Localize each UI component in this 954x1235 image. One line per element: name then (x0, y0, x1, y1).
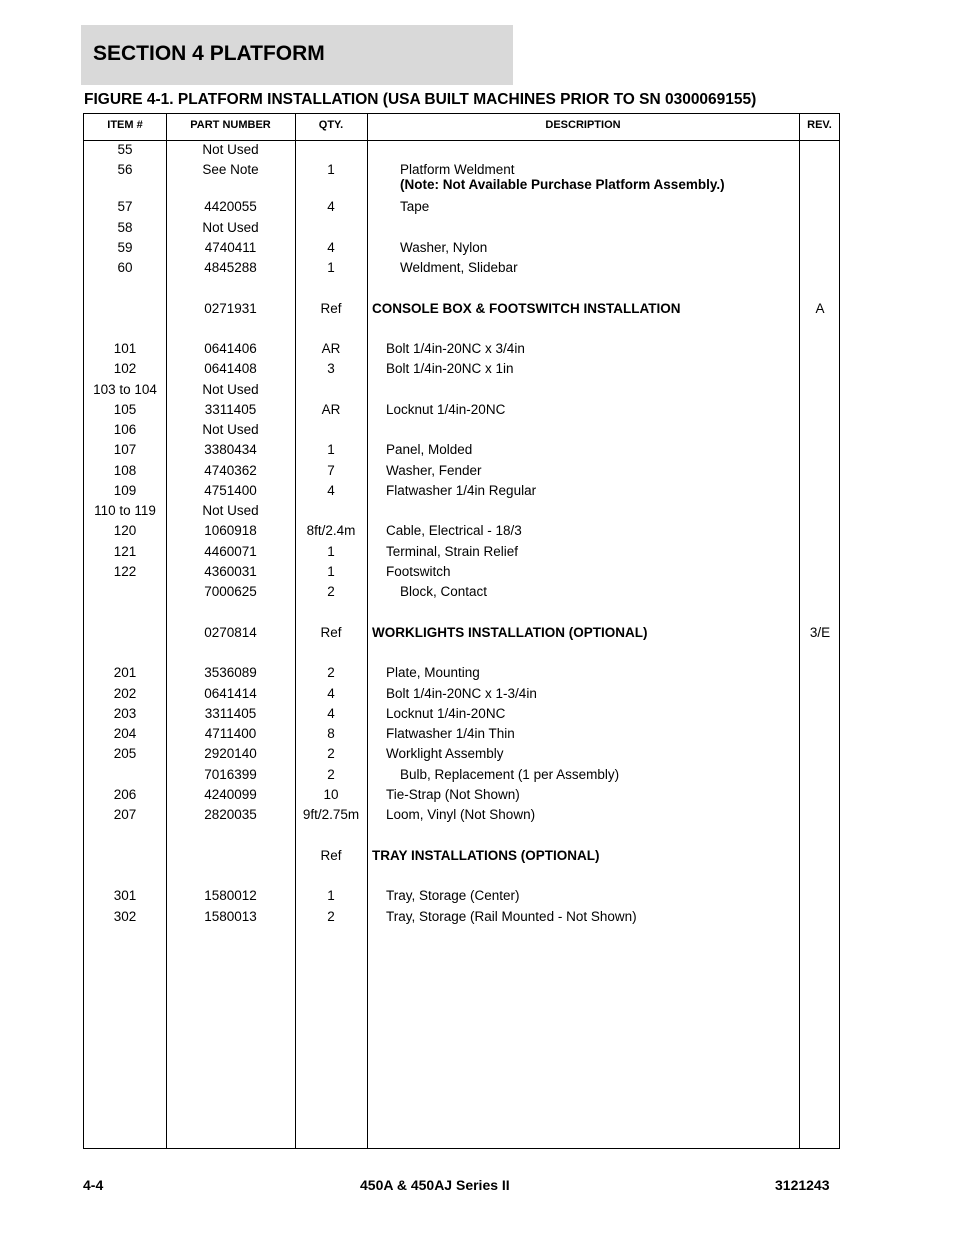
description: Worklight Assembly (386, 746, 504, 761)
part-number: 0641414 (204, 686, 257, 701)
part-number: 3380434 (204, 442, 257, 457)
quantity: Ref (320, 301, 342, 316)
part-number: 4751400 (204, 483, 257, 498)
quantity: AR (321, 341, 341, 356)
table-row (84, 766, 839, 784)
table-row (84, 340, 839, 358)
quantity: 4 (327, 706, 335, 721)
table-row (84, 482, 839, 500)
part-number: 4460071 (204, 544, 257, 559)
description: Locknut 1/4in-20NC (386, 402, 506, 417)
item-number: 105 (113, 402, 137, 417)
table-row (84, 786, 839, 804)
part-number: 1060918 (204, 523, 257, 538)
quantity: 2 (327, 584, 335, 599)
quantity: 2 (327, 665, 335, 680)
header-rev: REV. (807, 119, 832, 131)
part-number: 3311405 (204, 402, 257, 417)
availability-note: (Note: Not Available Purchase Platform Assembly.) (400, 177, 725, 192)
item-number: 206 (113, 787, 137, 802)
quantity: 4 (327, 199, 335, 214)
quantity: 4 (327, 686, 335, 701)
part-number: 0271931 (204, 301, 257, 316)
description: Bulb, Replacement (1 per Assembly) (400, 767, 620, 782)
description: Flatwasher 1/4in Regular (386, 483, 537, 498)
table-row (84, 725, 839, 743)
quantity: Ref (320, 848, 342, 863)
item-number: 55 (117, 142, 133, 157)
quantity: 3 (327, 361, 335, 376)
page-number: 4-4 (83, 1177, 104, 1193)
quantity: 1 (327, 544, 335, 559)
header-item: ITEM # (107, 119, 143, 131)
quantity: AR (321, 402, 341, 417)
description: Cable, Electrical - 18/3 (386, 523, 522, 538)
description: Platform Weldment (400, 162, 515, 177)
description: Plate, Mounting (386, 665, 480, 680)
part-number: 7000625 (204, 584, 257, 599)
quantity: 7 (327, 463, 335, 478)
description: Bolt 1/4in-20NC x 1in (386, 361, 514, 376)
item-number: 101 (113, 341, 137, 356)
item-number: 207 (113, 807, 137, 822)
part-number: 3311405 (204, 706, 257, 721)
table-row (84, 441, 839, 459)
part-number: Not Used (202, 382, 259, 397)
description: Weldment, Slidebar (400, 260, 518, 275)
table-row (84, 908, 839, 926)
description: Tray, Storage (Center) (386, 888, 520, 903)
table-row (84, 401, 839, 419)
item-number: 203 (113, 706, 137, 721)
description: Block, Contact (400, 584, 488, 599)
table-row (84, 198, 839, 216)
item-number: 301 (113, 888, 137, 903)
part-number: 4240099 (204, 787, 257, 802)
item-number: 201 (113, 665, 137, 680)
header-qty: QTY. (318, 119, 344, 131)
table-row (84, 219, 839, 237)
revision: 3/E (809, 625, 831, 640)
table-row (84, 239, 839, 257)
table-row (84, 847, 839, 865)
part-number: 0270814 (204, 625, 257, 640)
table-row (84, 664, 839, 682)
table-row (84, 563, 839, 581)
description: TRAY INSTALLATIONS (OPTIONAL) (372, 848, 600, 863)
part-number: Not Used (202, 503, 259, 518)
item-number: 60 (117, 260, 133, 275)
item-number: 121 (113, 544, 137, 559)
part-number: Not Used (202, 422, 259, 437)
item-number: 202 (113, 686, 137, 701)
item-number: 108 (113, 463, 137, 478)
section-title: SECTION 4 PLATFORM (93, 42, 325, 65)
item-number: 102 (113, 361, 137, 376)
item-number: 57 (117, 199, 133, 214)
quantity: 2 (327, 746, 335, 761)
quantity: 8 (327, 726, 335, 741)
item-number: 56 (117, 162, 133, 177)
table-row (84, 624, 839, 642)
item-number: 122 (113, 564, 137, 579)
quantity: 1 (327, 564, 335, 579)
description: Terminal, Strain Relief (386, 544, 519, 559)
part-number: 3536089 (204, 665, 257, 680)
part-number: 4845288 (204, 260, 257, 275)
table-row (84, 543, 839, 561)
quantity: 4 (327, 240, 335, 255)
description: Bolt 1/4in-20NC x 3/4in (386, 341, 525, 356)
parts-table (83, 113, 840, 1149)
description: Panel, Molded (386, 442, 473, 457)
quantity: 8ft/2.4m (306, 523, 356, 538)
header-description: DESCRIPTION (545, 119, 621, 131)
table-row (84, 502, 839, 520)
figure-title: FIGURE 4-1. PLATFORM INSTALLATION (USA BUILT MACHINES PRIOR TO SN 0300069155) (84, 91, 757, 108)
description: Tie-Strap (Not Shown) (386, 787, 520, 802)
description: CONSOLE BOX & FOOTSWITCH INSTALLATION (372, 301, 681, 316)
description: WORKLIGHTS INSTALLATION (OPTIONAL) (372, 625, 648, 640)
quantity: 1 (327, 260, 335, 275)
table-row (84, 806, 839, 824)
table-row (84, 259, 839, 277)
item-number: 302 (113, 909, 137, 924)
part-number: 7016399 (204, 767, 257, 782)
part-number: 2820035 (204, 807, 257, 822)
description: Footswitch (386, 564, 451, 579)
part-number: 4711400 (204, 726, 257, 741)
quantity: 4 (327, 483, 335, 498)
table-row (84, 685, 839, 703)
part-number: Not Used (202, 142, 259, 157)
item-number: 107 (113, 442, 137, 457)
description: Loom, Vinyl (Not Shown) (386, 807, 536, 822)
table-row (84, 705, 839, 723)
quantity: 10 (323, 787, 339, 802)
table-row (84, 522, 839, 540)
table-row (84, 421, 839, 439)
description: Washer, Fender (386, 463, 482, 478)
item-number: 58 (117, 220, 133, 235)
quantity: Ref (320, 625, 342, 640)
quantity: 2 (327, 909, 335, 924)
item-number: 103 to 104 (93, 382, 157, 397)
quantity: 1 (327, 442, 335, 457)
table-row (84, 887, 839, 905)
item-number: 109 (113, 483, 137, 498)
part-number: 2920140 (204, 746, 257, 761)
item-number: 204 (113, 726, 137, 741)
part-number: See Note (202, 162, 259, 177)
table-row (84, 745, 839, 763)
part-number: 1580013 (204, 909, 257, 924)
quantity: 1 (327, 162, 335, 177)
item-number: 120 (113, 523, 137, 538)
item-number: 59 (117, 240, 133, 255)
item-number: 110 to 119 (94, 503, 156, 518)
section-header (81, 25, 513, 85)
table-row (84, 300, 839, 318)
document-number: 3121243 (775, 1177, 830, 1193)
part-number: 4740411 (204, 240, 257, 255)
table-row (84, 381, 839, 399)
model-name: 450A & 450AJ Series II (360, 1177, 510, 1193)
description: Bolt 1/4in-20NC x 1-3/4in (386, 686, 537, 701)
part-number: 0641406 (204, 341, 257, 356)
revision: A (815, 301, 825, 316)
part-number: Not Used (202, 220, 259, 235)
part-number: 4360031 (204, 564, 257, 579)
description: Washer, Nylon (400, 240, 488, 255)
table-row (84, 462, 839, 480)
item-number: 205 (113, 746, 137, 761)
part-number: 1580012 (204, 888, 257, 903)
description: Tray, Storage (Rail Mounted - Not Shown) (386, 909, 637, 924)
part-number: 4740362 (204, 463, 257, 478)
item-number: 106 (113, 422, 137, 437)
description: Tape (400, 199, 430, 214)
table-row (84, 360, 839, 378)
header-part-number: PART NUMBER (190, 119, 271, 131)
quantity: 9ft/2.75m (302, 807, 360, 822)
description: Flatwasher 1/4in Thin (386, 726, 515, 741)
part-number: 4420055 (204, 199, 257, 214)
table-row (84, 141, 839, 159)
quantity: 1 (327, 888, 335, 903)
part-number: 0641408 (204, 361, 257, 376)
quantity: 2 (327, 767, 335, 782)
table-row (84, 583, 839, 601)
description: Locknut 1/4in-20NC (386, 706, 506, 721)
